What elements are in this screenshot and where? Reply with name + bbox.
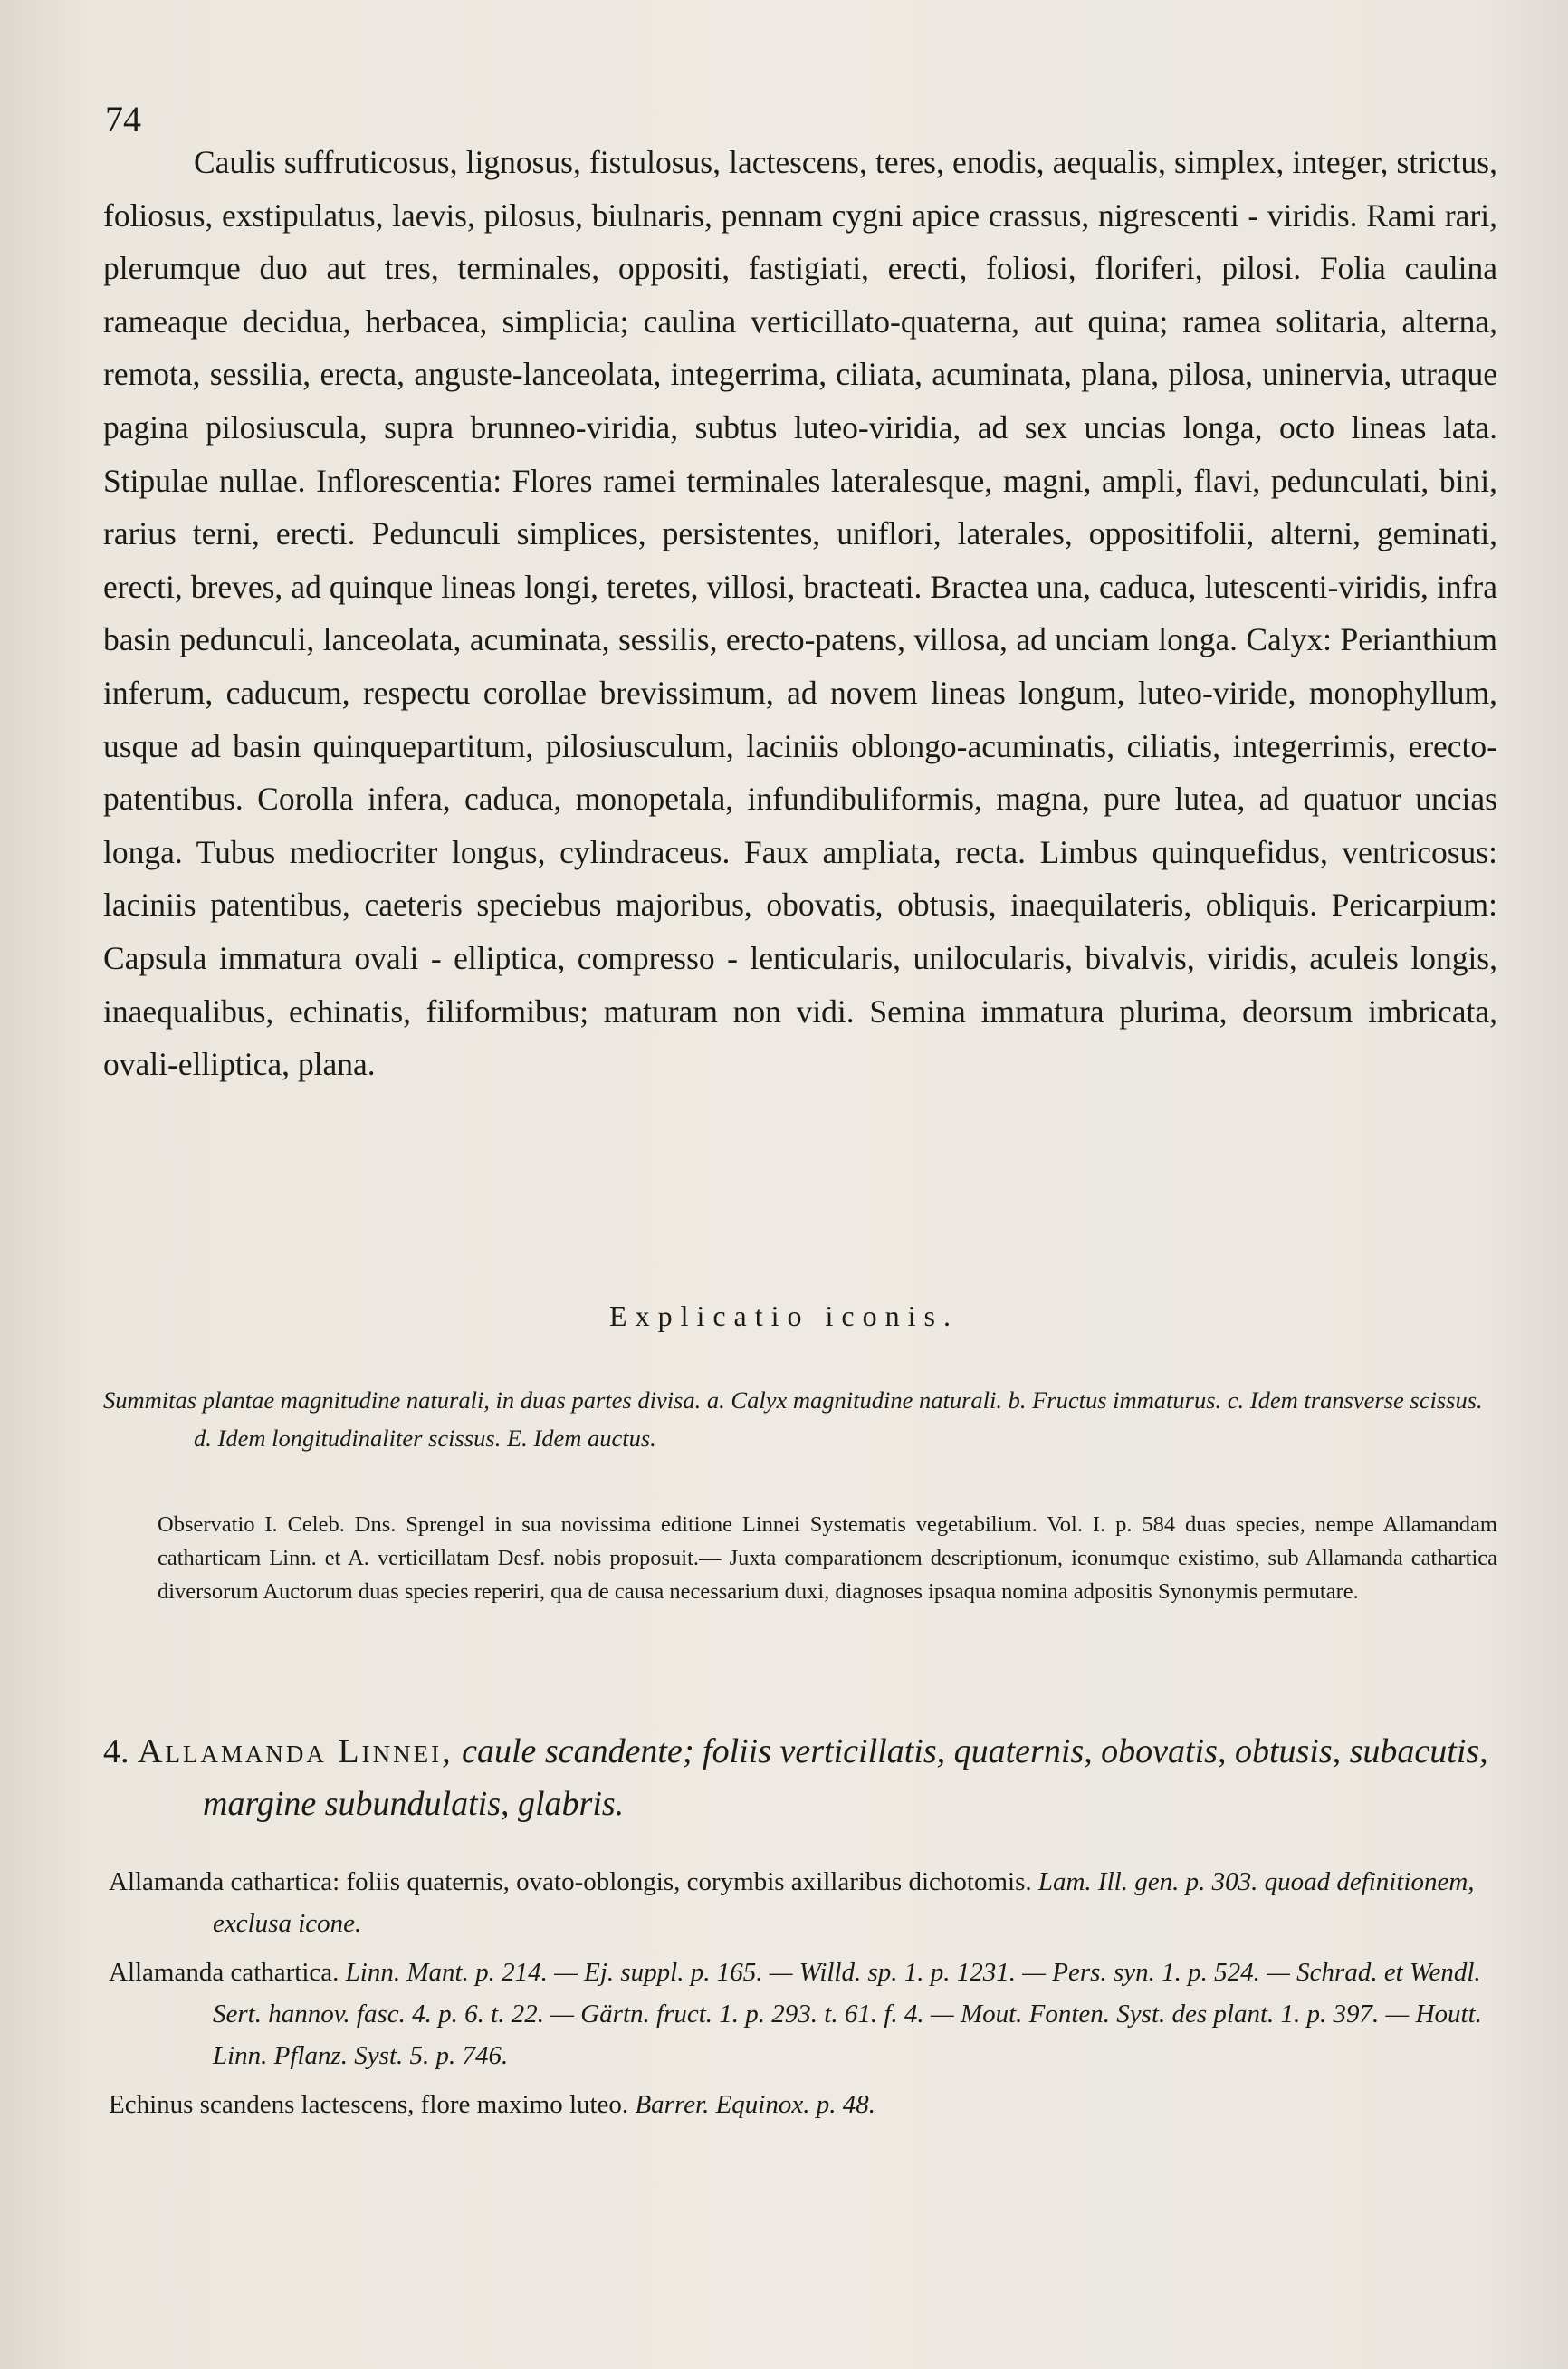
synonym-name: Echinus scandens lactescens, flore maximo luteo. — [109, 2090, 629, 2119]
observation-note: Observatio I. Celeb. Dns. Sprengel in sua novissima editione Linnei Systematis vegetabilium. Vol. I. p. 584 duas species, nempe Allamandam catharticam Linn. et A. verticillatam Desf. nobis proposuit.— Juxta comparationem descriptionum, iconumque existimo, sub Allamanda cathartica diversorum Auctorum duas species reperiri, qua de causa necessarium duxi, diagnoses ipsaqua nomina adpositis Synonymis permutare. — [158, 1512, 1497, 1604]
synonym-name: Allamanda cathartica. — [109, 1958, 339, 1987]
synonym-entry — [109, 1952, 1494, 2076]
synonym-reference: Barrer. Equinox. p. 48. — [635, 2090, 875, 2119]
synonym-list — [109, 1861, 1494, 2133]
description-paragraph: Caulis suffruticosus, lignosus, fistulosus, lactescens, teres, enodis, aequalis, simplex, integer, strictus, foliosus, exstipulatus, laevis, pilosus, biulnaris, pennam cygni apice crassus, nigrescenti - viridis. Rami rari, plerumque duo aut tres, terminales, oppositi, fastigiati, erecti, foliosi, floriferi, pilosi. Folia caulina rameaque decidua, herbacea, simplicia; caulina verticillato-quaterna, aut quina; ramea solitaria, alterna, remota, sessilia, erecta, anguste-lanceolata, integerrima, ciliata, acuminata, plana, pilosa, uninervia, utraque pagina pilosiuscula, supra brunneo-viridia, subtus luteo-viridia, ad sex uncias longa, octo lineas lata. Stipulae nullae. Inflorescentia: Flores ramei terminales lateralesque, magni, ampli, flavi, pedunculati, bini, rarius terni, erecti. Pedunculi simplices, persistentes, uniflori, laterales, oppositifolii, alterni, geminati, erecti, breves, ad quinque lineas longi, teretes, villosi, bracteati. Bractea una, caduca, lutescenti-viridis, infra basin pedunculi, lanceolata, acuminata, sessilis, erecto-patens, villosa, ad unciam longa. Calyx: Perianthium inferum, caducum, respectu corollae brevissimum, ad novem lineas longum, luteo-viride, monophyllum, usque ad basin quinquepartitum, pilosiusculum, laciniis oblongo-acuminatis, ciliatis, integerrimis, erecto-patentibus. Corolla infera, caduca, monopetala, infundibuliformis, magna, pure lutea, ad quatuor uncias longa. Tubus mediocriter longus, cylindraceus. Faux ampliata, recta. Limbus quinquefidus, ventricosus: laciniis patentibus, caeteris speciebus majoribus, obovatis, obtusis, inaequilateris, obliquis. Pericarpium: Capsula immatura ovali - elliptica, compresso - lenticularis, unilocularis, bivalvis, viridis, aculeis longis, inaequalibus, echinatis, filiformibus; maturam non vidi. Semina immatura plurima, deorsum imbricata, ovali-elliptica, plana. — [103, 144, 1497, 1083]
species-heading — [103, 1725, 1497, 1830]
species-number: 4. — [103, 1732, 129, 1770]
species-name: Allamanda Linnei, — [138, 1732, 454, 1770]
species-description — [103, 136, 1497, 1091]
synonym-name: Allamanda cathartica: foliis quaternis, ovato-oblongis, corymbis axillaribus dichotomis. — [109, 1867, 1032, 1896]
synonym-entry — [109, 2084, 1494, 2125]
synonym-reference: Lam. Ill. gen. p. 303. quoad definitionem, exclusa icone. — [213, 1867, 1475, 1938]
species-diagnosis: caule scandente; foliis verticillatis, quaternis, obovatis, obtusis, subacutis, margine subundulatis, glabris. — [203, 1732, 1488, 1823]
synonym-reference: Linn. Mant. p. 214. — Ej. suppl. p. 165. — Willd. sp. 1. p. 1231. — Pers. syn. 1. p. 524. — Schrad. et Wendl. Sert. hannov. fasc. 4. p. 6. t. 22. — Gärtn. fruct. 1. p. 293. t. 61. f. 4. — Mout. Fonten. Syst. des plant. 1. p. 397. — Houtt. Linn. Pflanz. Syst. 5. p. 746. — [213, 1958, 1482, 2070]
page-number: 74 — [105, 99, 141, 139]
synonym-entry — [109, 1861, 1494, 1944]
figure-explanation: Summitas plantae magnitudine naturali, in duas partes divisa. a. Calyx magnitudine naturali. b. Fructus immaturus. c. Idem transverse scissus. d. Idem longitudinaliter scissus. E. Idem auctus. — [103, 1386, 1483, 1452]
section-heading: Explicatio iconis. — [609, 1300, 959, 1332]
